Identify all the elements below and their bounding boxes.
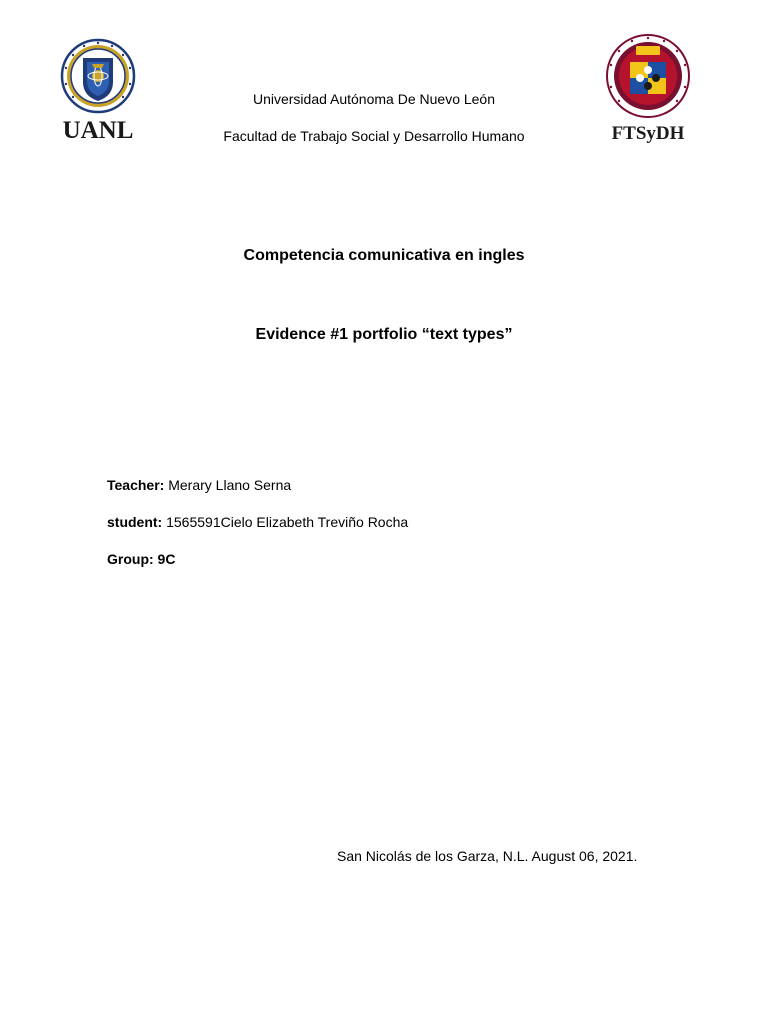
teacher-line (107, 477, 291, 493)
uanl-logo (56, 38, 140, 142)
evidence-title: Evidence #1 portfolio “text types” (255, 326, 513, 343)
teacher-name: Merary Llano Serna (168, 477, 292, 493)
ftsydh-wordmark: FTSyDH (611, 123, 685, 144)
student-line (107, 514, 408, 530)
faculty-name: Facultad de Trabajo Social y Desarrollo Humano (223, 128, 525, 144)
student-label: student: (107, 514, 163, 530)
group-value: 9C (157, 551, 176, 567)
group-label: Group: (107, 551, 154, 567)
uanl-wordmark: UANL (62, 117, 134, 142)
teacher-label: Teacher: (107, 477, 165, 493)
course-title: Competencia comunicativa en ingles (243, 247, 525, 264)
student-name: 1565591Cielo Elizabeth Treviño Rocha (166, 514, 409, 530)
university-name: Universidad Autónoma De Nuevo León (252, 91, 496, 107)
group-line (107, 551, 175, 567)
place-and-date: San Nicolás de los Garza, N.L. August 06, 2021. (337, 848, 638, 864)
